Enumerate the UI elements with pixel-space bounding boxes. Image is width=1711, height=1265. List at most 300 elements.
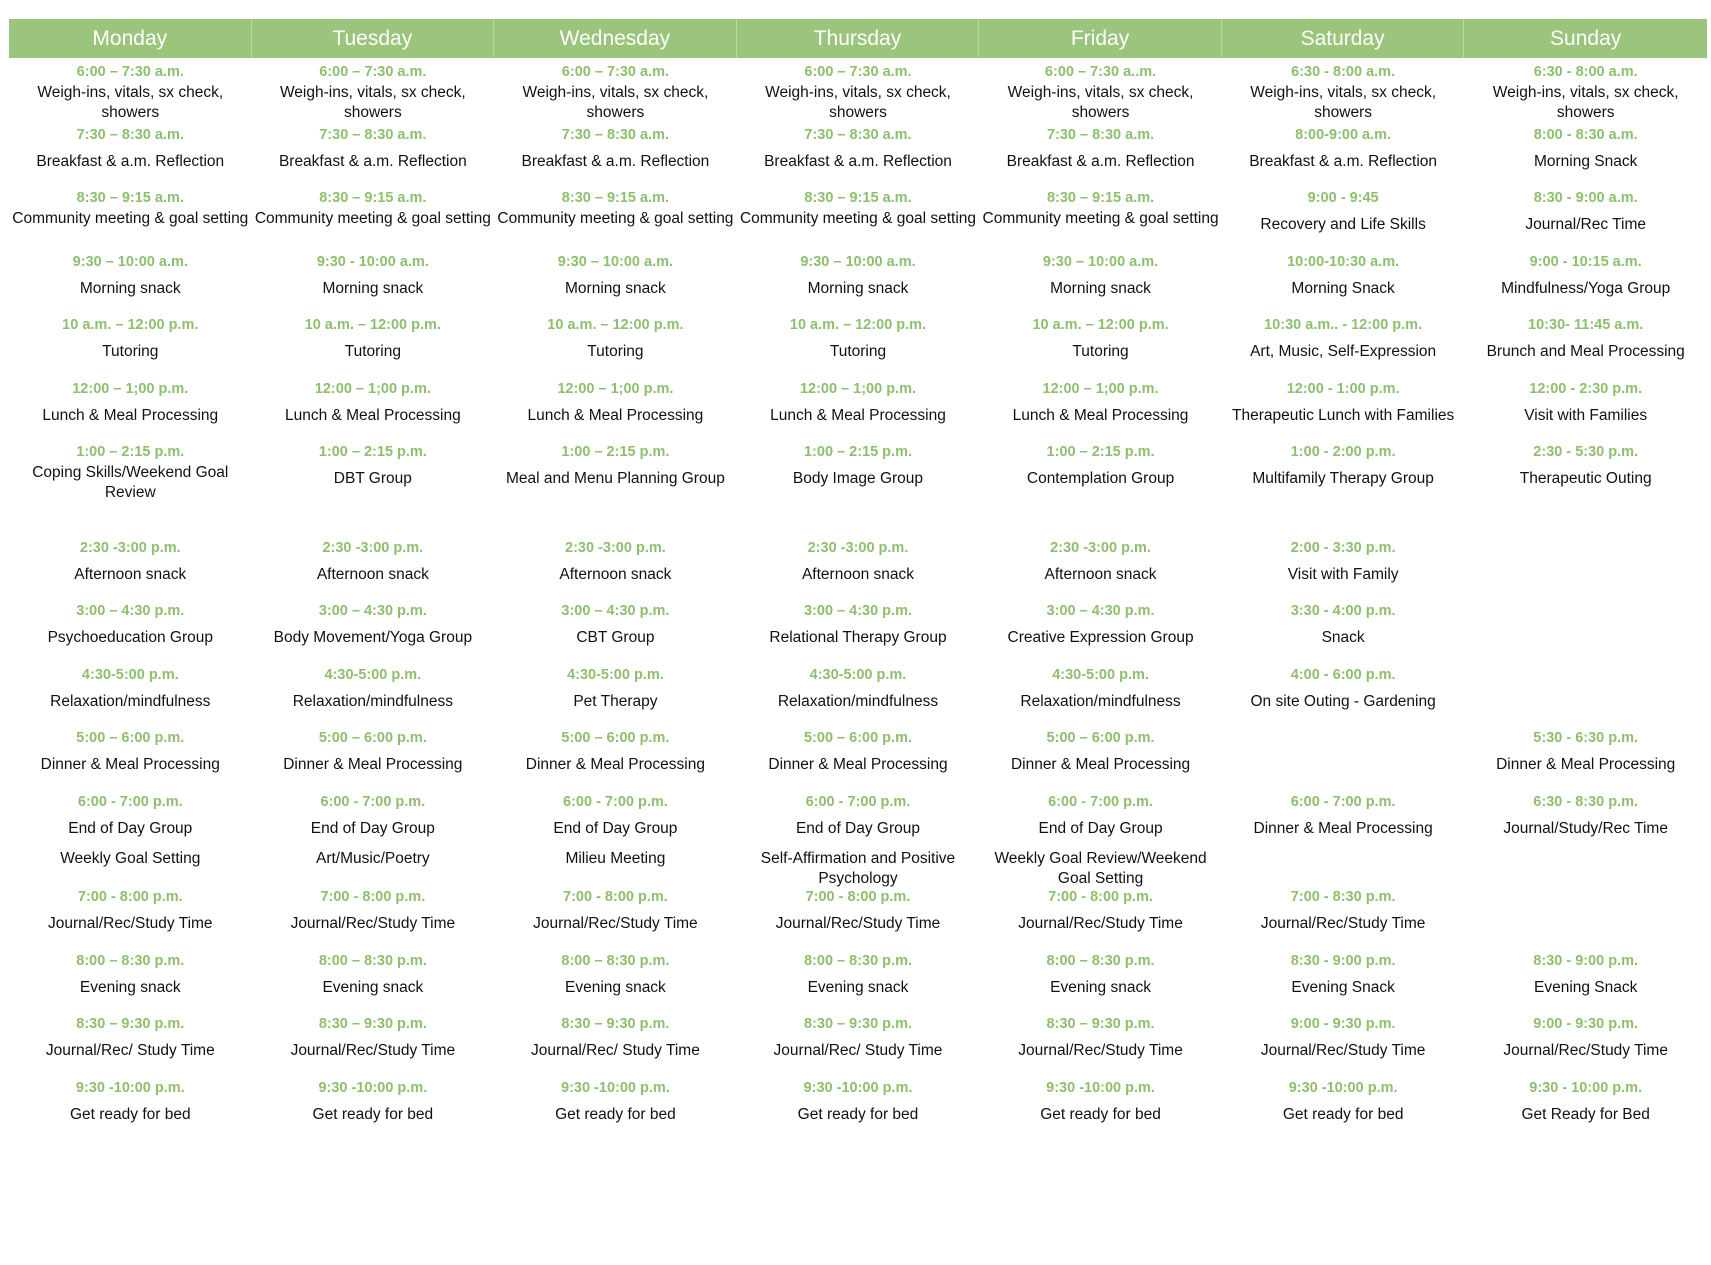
slot-activity: Community meeting & goal setting [497,210,734,227]
slot-activity: Multifamily Therapy Group [1252,470,1434,487]
schedule-slot [1222,1015,1465,1061]
schedule-slot [494,443,737,489]
slot-activity: Lunch & Meal Processing [284,407,461,424]
schedule-slot [979,1015,1222,1061]
schedule-slot [979,316,1222,362]
day-header-monday: Monday [9,19,252,58]
slot-activity: Community meeting & goal setting [254,210,491,227]
schedule-slot [979,1079,1222,1125]
slot-time: 6:00 - 7:00 p.m. [1048,794,1153,810]
slot-time: 8:00 - 8:30 a.m. [1533,127,1638,143]
slot-time: 9:30 – 10:00 a.m. [800,254,916,270]
slot-activity: Breakfast & a.m. Reflection [278,153,467,170]
slot-time: 8:30 - 9:00 p.m. [1533,953,1639,969]
slot-activity: Art, Music, Self-Expression [1250,343,1437,360]
slot-activity: Get ready for bed [1282,1106,1404,1123]
slot-time: 1:00 - 2:00 p.m. [1290,444,1396,460]
schedule-slot [9,316,252,362]
slot-time: 12:00 - 1:00 p.m. [1286,381,1400,397]
day-header-friday: Friday [979,19,1222,58]
slot-activity: Evening snack [79,979,181,996]
schedule-slot [494,602,737,648]
slot-activity: Pet Therapy [573,693,658,710]
schedule-slot [494,888,737,934]
slot-activity: Weigh-ins, vitals, sx check, showers [765,84,951,121]
slot-time: 6:00 – 7:30 a.m. [76,64,184,80]
schedule-slot [494,952,737,998]
slot-extra-activity: Weekly Goal Review/Weekend Goal Setting [994,850,1207,887]
schedule-slot [979,729,1222,775]
slot-activity: Morning snack [565,280,666,297]
schedule-slot [9,602,252,648]
schedule-slot [494,189,737,249]
schedule-slot [1464,380,1707,426]
slot-activity: Community meeting & goal setting [982,210,1219,227]
slot-time: 1:00 – 2:15 p.m. [318,444,427,460]
slot-time: 8:00 – 8:30 p.m. [1046,953,1155,969]
slot-time: 8:30 – 9:15 a.m. [319,190,427,206]
slot-time: 4:00 - 6:00 p.m. [1290,667,1396,683]
day-header-wednesday: Wednesday [494,19,737,58]
slot-time: 2:30 -3:00 p.m. [1050,540,1151,556]
slot-time: 2:30 -3:00 p.m. [79,540,181,556]
schedule-slot [252,1015,495,1061]
slot-activity: Dinner & Meal Processing [283,756,463,773]
slot-activity: Breakfast & a.m. Reflection [764,153,952,170]
schedule-slot [252,316,495,362]
slot-time: 9:30 -10:00 p.m. [561,1080,670,1096]
schedule-slot [9,189,252,249]
schedule-slot [979,253,1222,299]
slot-activity: Journal/Rec/Study Time [1503,1042,1668,1059]
slot-time: 6:30 - 8:00 a.m. [1533,64,1638,80]
slot-activity: Afternoon snack [1044,566,1157,583]
slot-time: 12:00 – 1;00 p.m. [799,381,917,397]
slot-time: 9:30 -10:00 p.m. [1288,1080,1398,1096]
schedule-slot [252,952,495,998]
slot-activity: Breakfast & a.m. Reflection [1249,153,1438,170]
schedule-slot [9,539,252,585]
slot-activity: Morning snack [807,280,909,297]
schedule-slot [1222,1079,1465,1125]
slot-activity: Afternoon snack [316,566,429,583]
slot-time: 10:00-10:30 a.m. [1287,254,1400,270]
slot-activity: Therapeutic Outing [1519,470,1652,487]
slot-time: 9:30 -10:00 p.m. [75,1080,185,1096]
schedule-slot [494,1015,737,1061]
slot-time: 9:30 -10:00 p.m. [1046,1080,1155,1096]
slot-activity: Coping Skills/Weekend Goal Review [32,464,229,501]
slot-time: 3:00 – 4:30 p.m. [1046,603,1155,619]
slot-time: 3:00 – 4:30 p.m. [803,603,912,619]
schedule-slot [979,189,1222,249]
slot-activity: On site Outing - Gardening [1250,693,1436,710]
schedule-slot [9,1079,252,1125]
slot-time: 9:30 – 10:00 a.m. [557,254,674,270]
schedule-slot [252,539,495,585]
slot-time: 9:30 - 10:00 p.m. [1529,1080,1643,1096]
slot-activity: Journal/Rec/ Study Time [773,1042,943,1059]
slot-activity: Journal/Rec/Study Time [48,915,213,932]
slot-extra-activity: Weekly Goal Setting [60,850,201,867]
slot-time: 10:30 a.m.. - 12:00 p.m. [1264,317,1423,333]
slot-extra-activity: Art/Music/Poetry [315,850,430,867]
slot-time: 7:00 - 8:00 p.m. [1048,889,1153,905]
schedule-slot [1464,1015,1707,1061]
slot-activity: Journal/Rec/Study Time [533,915,698,932]
schedule-slot [1464,1079,1707,1125]
slot-time: 9:00 - 9:45 [1307,190,1379,206]
slot-time: 1:00 – 2:15 p.m. [76,444,185,460]
schedule-slot [494,793,737,869]
schedule-slot [252,1079,495,1125]
slot-activity: Lunch & Meal Processing [1012,407,1189,424]
slot-time: 8:30 – 9:30 p.m. [76,1016,185,1032]
slot-time: 10 a.m. – 12:00 p.m. [62,317,199,333]
slot-activity: Afternoon snack [801,566,914,583]
schedule-slot [737,253,980,299]
slot-time: 10:30- 11:45 a.m. [1528,317,1644,333]
slot-activity: Brunch and Meal Processing [1486,343,1685,360]
slot-time: 1:00 – 2:15 p.m. [561,444,670,460]
slot-time: 6:00 – 7:30 a.m. [319,64,427,80]
slot-time: 4:30-5:00 p.m. [1052,667,1149,683]
slot-activity: Journal/Rec/Study Time [290,1042,456,1059]
slot-time: 5:00 – 6:00 p.m. [561,730,670,746]
slot-time: 8:30 - 9:00 a.m. [1533,190,1638,206]
schedule-slot [737,316,980,362]
slot-time: 7:00 - 8:00 p.m. [320,889,426,905]
slot-time: 4:30-5:00 p.m. [809,667,907,683]
schedule-slot [737,63,980,123]
schedule-slot [1222,316,1465,362]
slot-activity: Get ready for bed [69,1106,191,1123]
slot-activity: Tutoring [829,343,887,360]
slot-activity: Community meeting & goal setting [739,210,977,227]
slot-time: 10 a.m. – 12:00 p.m. [1032,317,1169,333]
slot-time: 8:00 – 8:30 p.m. [803,953,912,969]
schedule-slot [1222,443,1465,489]
slot-activity: Dinner & Meal Processing [768,756,948,773]
schedule-slot [494,539,737,585]
slot-activity: End of Day Group [310,820,435,837]
slot-activity: Afternoon snack [559,566,672,583]
slot-time: 9:30 – 10:00 a.m. [1042,254,1159,270]
slot-activity: Therapeutic Lunch with Families [1231,407,1455,424]
day-header-tuesday: Tuesday [252,19,495,58]
schedule-slot [737,189,980,249]
schedule-slot [9,253,252,299]
slot-activity: Relaxation/mindfulness [1020,693,1181,710]
slot-time: 6:00 - 7:00 p.m. [77,794,183,810]
slot-activity: Visit with Families [1524,407,1648,424]
schedule-slot [252,888,495,934]
schedule-slot [1222,189,1465,235]
schedule-slot [252,380,495,426]
slot-time: 9:30 -10:00 p.m. [803,1080,913,1096]
slot-activity: Weigh-ins, vitals, sx check, showers [279,84,466,121]
slot-time: 7:30 – 8:30 a.m. [561,127,670,143]
slot-extra-activity: Self-Affirmation and Positive Psychology [760,850,956,887]
schedule-slot [979,793,1222,889]
slot-time: 5:00 – 6:00 p.m. [1046,730,1155,746]
slot-time: 1:00 – 2:15 p.m. [803,444,912,460]
schedule-slot [1222,666,1465,712]
schedule-slot [1464,316,1707,362]
slot-time: 8:30 – 9:30 p.m. [1046,1016,1155,1032]
schedule-slot [9,443,252,503]
slot-activity: Get ready for bed [555,1106,676,1123]
slot-time: 3:00 – 4:30 p.m. [76,603,185,619]
schedule-slot [737,666,980,712]
schedule-slot [1222,253,1465,299]
slot-time: 10 a.m. – 12:00 p.m. [304,317,441,333]
schedule-slot [979,443,1222,489]
schedule-slot [979,602,1222,648]
slot-time: 4:30-5:00 p.m. [324,667,422,683]
schedule-slot [252,189,495,249]
slot-time: 2:30 -3:00 p.m. [807,540,909,556]
slot-activity: DBT Group [333,470,412,487]
schedule-slot [737,443,980,489]
schedule-slot [979,888,1222,934]
schedule-slot [9,380,252,426]
slot-time: 8:30 – 9:15 a.m. [1046,190,1155,206]
slot-activity: End of Day Group [1038,820,1163,837]
slot-time: 9:00 - 10:15 a.m. [1529,254,1642,270]
slot-activity: Weigh-ins, vitals, sx check, showers [1250,84,1437,121]
schedule-slot [9,666,252,712]
schedule-slot [1222,539,1465,585]
slot-activity: Weigh-ins, vitals, sx check, showers [522,84,709,121]
slot-activity: Dinner & Meal Processing [1010,756,1191,773]
schedule-slot [979,63,1222,123]
slot-activity: Tutoring [344,343,401,360]
slot-time: 6:30 - 8:30 p.m. [1533,794,1639,810]
schedule-slot [737,602,980,648]
slot-activity: Journal/Rec/Study Time [1260,915,1426,932]
schedule-slot [252,602,495,648]
slot-activity: Journal/Rec Time [1525,216,1646,233]
day-header-sunday: Sunday [1550,26,1622,50]
schedule-slot [252,793,495,869]
schedule-slot [252,666,495,712]
slot-activity: Journal/Study/Rec Time [1503,820,1668,837]
slot-time: 7:00 - 8:00 p.m. [563,889,668,905]
schedule-slot [9,888,252,934]
slot-activity: Weigh-ins, vitals, sx check, showers [37,84,224,121]
slot-time: 6:00 – 7:30 a..m. [1044,64,1157,80]
slot-activity: Evening snack [807,979,909,996]
schedule-slot [494,316,737,362]
schedule-slot [252,126,495,172]
slot-time: 5:00 – 6:00 p.m. [76,730,185,746]
slot-activity: Get Ready for Bed [1521,1106,1650,1123]
slot-activity: Community meeting & goal setting [12,210,249,227]
slot-activity: Get ready for bed [1040,1106,1161,1123]
slot-time: 7:30 – 8:30 a.m. [76,127,184,143]
slot-activity: Meal and Menu Planning Group [505,470,725,487]
slot-activity: Breakfast & a.m. Reflection [521,153,710,170]
schedule-slot [494,1079,737,1125]
schedule-slot [494,126,737,172]
slot-time: 8:30 – 9:30 p.m. [561,1016,670,1032]
schedule-slot [252,253,495,299]
slot-activity: Tutoring [1072,343,1129,360]
slot-activity: Lunch & Meal Processing [42,407,219,424]
slot-activity: Recovery and Life Skills [1260,216,1426,233]
slot-activity: Evening snack [565,979,666,996]
slot-activity: End of Day Group [795,820,921,837]
slot-activity: Mindfulness/Yoga Group [1501,280,1671,297]
schedule-slot [737,1079,980,1125]
slot-time: 4:30-5:00 p.m. [81,667,179,683]
slot-time: 8:00 – 8:30 p.m. [76,953,185,969]
schedule-slot [737,380,980,426]
slot-activity: Relaxation/mindfulness [292,693,453,710]
slot-time: 6:00 – 7:30 a.m. [561,64,670,80]
slot-activity: Journal/Rec/Study Time [290,915,456,932]
slot-activity: Morning Snack [1291,280,1395,297]
slot-activity: Relational Therapy Group [769,629,947,646]
slot-time: 9:00 - 9:30 p.m. [1533,1016,1639,1032]
slot-activity: Lunch & Meal Processing [527,407,704,424]
schedule-slot [737,952,980,998]
slot-activity: Breakfast & a.m. Reflection [1006,153,1195,170]
slot-activity: Evening snack [322,979,424,996]
slot-activity: Evening snack [1050,979,1151,996]
schedule-slot [737,793,980,889]
schedule-slot [1464,793,1707,839]
slot-activity: Body Image Group [792,470,924,487]
schedule-slot [1464,253,1707,299]
slot-activity: Dinner & Meal Processing [525,756,705,773]
slot-time: 10 a.m. – 12:00 p.m. [789,317,927,333]
slot-time: 8:30 – 9:30 p.m. [803,1016,912,1032]
slot-activity: Dinner & Meal Processing [1496,756,1676,773]
schedule-slot [737,1015,980,1061]
slot-activity: Morning snack [79,280,181,297]
slot-time: 12:00 – 1;00 p.m. [1042,381,1159,397]
schedule-slot [1222,952,1465,998]
slot-activity: Journal/Rec/Study Time [775,915,941,932]
day-header-saturday: Saturday [1222,19,1465,58]
schedule-slot [979,126,1222,172]
schedule-slot [9,1015,252,1061]
slot-activity: Get ready for bed [312,1106,434,1123]
slot-time: 7:00 - 8:00 p.m. [77,889,183,905]
slot-time: 8:00 – 8:30 p.m. [561,953,670,969]
schedule-slot [1464,952,1707,998]
slot-time: 2:00 - 3:30 p.m. [1290,540,1396,556]
slot-activity: Morning snack [322,280,424,297]
slot-activity: Snack [1321,629,1365,646]
slot-time: 8:30 – 9:15 a.m. [561,190,670,206]
schedule-slot [494,253,737,299]
slot-activity: Relaxation/mindfulness [777,693,939,710]
slot-activity: Weigh-ins, vitals, sx check, showers [1492,84,1679,121]
slot-activity: Morning snack [1050,280,1151,297]
slot-time: 6:30 - 8:00 a.m. [1291,64,1396,80]
slot-activity: End of Day Group [68,820,193,837]
schedule-slot [494,380,737,426]
slot-time: 6:00 - 7:00 p.m. [1290,794,1396,810]
slot-time: 9:30 -10:00 p.m. [318,1080,428,1096]
slot-time: 4:30-5:00 p.m. [567,667,664,683]
slot-time: 8:30 – 9:15 a.m. [804,190,912,206]
slot-time: 6:00 - 7:00 p.m. [563,794,668,810]
day-header-thursday: Thursday [737,19,980,58]
slot-time: 2:30 -3:00 p.m. [565,540,666,556]
slot-activity: End of Day Group [553,820,678,837]
slot-activity: Journal/Rec/Study Time [1260,1042,1426,1059]
slot-activity: Relaxation/mindfulness [50,693,211,710]
slot-activity: Journal/Rec/ Study Time [45,1042,215,1059]
slot-activity: Journal/Rec/Study Time [1018,1042,1183,1059]
slot-activity: CBT Group [576,629,655,646]
slot-time: 12:00 – 1;00 p.m. [557,381,674,397]
slot-time: 9:00 - 9:30 p.m. [1290,1016,1396,1032]
slot-extra-activity: Milieu Meeting [565,850,666,867]
schedule-slot [1222,793,1465,839]
schedule-slot [1222,888,1465,934]
slot-activity: Tutoring [102,343,159,360]
slot-activity: Visit with Family [1287,566,1399,583]
schedule-slot [252,443,495,489]
schedule-slot [252,729,495,775]
schedule-slot [737,888,980,934]
slot-activity: Lunch & Meal Processing [770,407,946,424]
slot-time: 9:30 – 10:00 a.m. [72,254,188,270]
schedule-slot [9,793,252,869]
schedule-slot [737,126,980,172]
slot-activity: Morning Snack [1533,153,1638,170]
slot-time: 3:00 – 4:30 p.m. [318,603,427,619]
slot-time: 6:00 - 7:00 p.m. [320,794,426,810]
slot-time: 6:00 - 7:00 p.m. [805,794,911,810]
schedule-slot [1464,126,1707,172]
slot-time: 3:30 - 4:00 p.m. [1290,603,1396,619]
slot-time: 8:00-9:00 a.m. [1295,127,1392,143]
slot-time: 12:00 – 1;00 p.m. [72,381,189,397]
slot-activity: Evening Snack [1533,979,1638,996]
slot-time: 7:30 – 8:30 a.m. [804,127,912,143]
slot-activity: Tutoring [587,343,644,360]
slot-activity: Journal/Rec/Study Time [1018,915,1183,932]
schedule-slot [9,63,252,123]
slot-time: 10 a.m. – 12:00 p.m. [547,317,684,333]
schedule-slot [737,539,980,585]
slot-time: 8:30 – 9:30 p.m. [318,1016,427,1032]
slot-time: 2:30 -3:00 p.m. [322,540,424,556]
slot-activity: Dinner & Meal Processing [1253,820,1433,837]
slot-activity: Journal/Rec/ Study Time [530,1042,700,1059]
schedule-slot [979,380,1222,426]
slot-time: 12:00 – 1;00 p.m. [314,381,431,397]
schedule-slot [9,126,252,172]
slot-activity: Dinner & Meal Processing [40,756,220,773]
slot-time: 7:30 – 8:30 a.m. [319,127,427,143]
slot-activity: Weigh-ins, vitals, sx check, showers [1007,84,1194,121]
schedule-slot [737,729,980,775]
schedule-slot [979,952,1222,998]
slot-time: 3:00 – 4:30 p.m. [561,603,670,619]
slot-time: 12:00 - 2:30 p.m. [1529,381,1643,397]
schedule-slot [1464,443,1707,489]
schedule-slot [1464,729,1707,775]
slot-time: 7:00 - 8:00 p.m. [805,889,911,905]
schedule-slot [494,63,737,123]
